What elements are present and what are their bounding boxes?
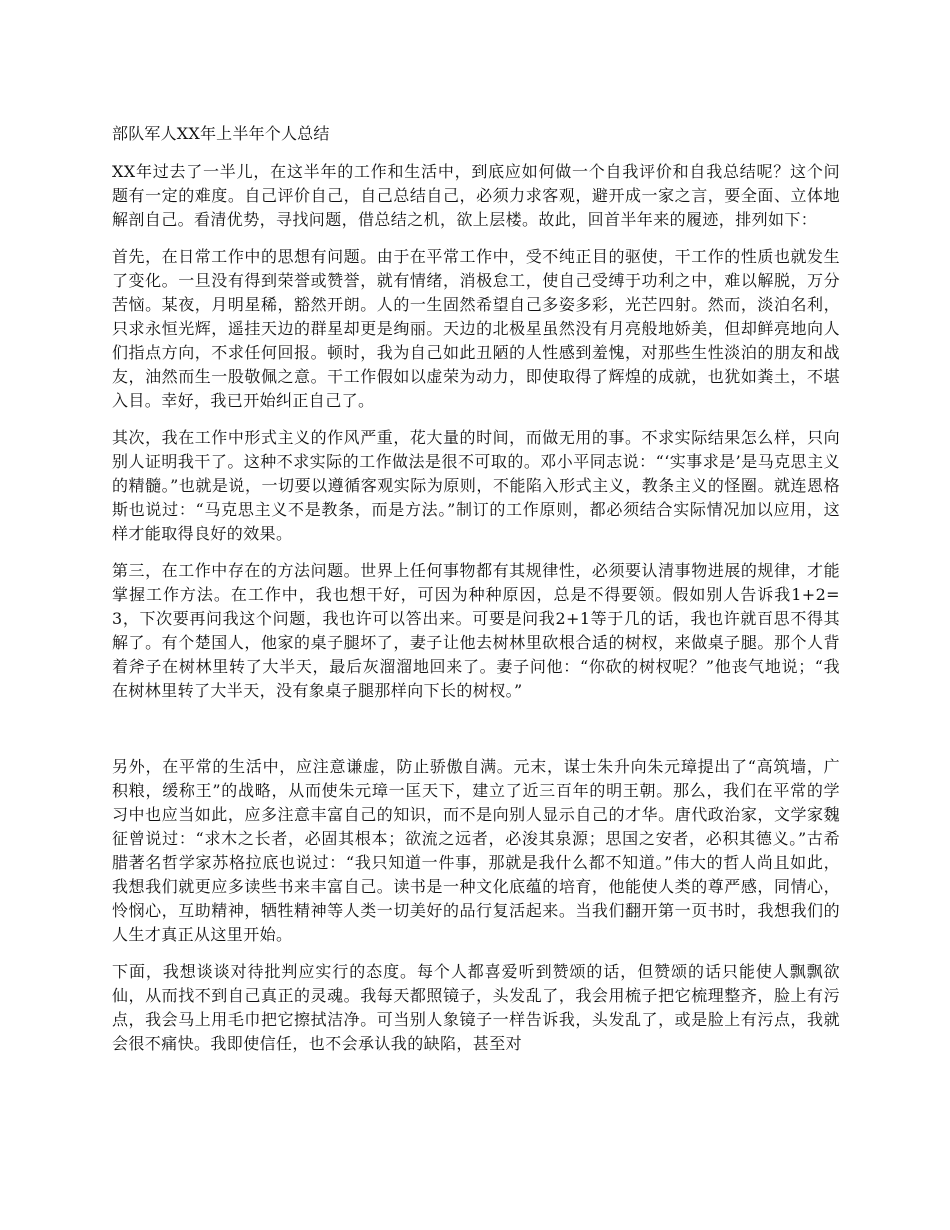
paragraph-additionally: 另外，在平常的生活中，应注意谦虚，防止骄傲自满。元末，谋士朱升向朱元璋提出了“高筑墙，广积粮，缓称王”的战略，从而使朱元璋一匡天下，建立了近三百年的明王朝。那么，我们在平常的学习中也应当如此，应多注意丰富自己的知识，而不是向别人显示自己的才华。唐代政治家，文学家魏征曾说过：“求木之长者，必固其根本；欲流之远者，必浚其泉源；思国之安者，必积其德义。”古希腊著名哲学家苏格拉底也说过：“我只知道一件事，那就是我什么都不知道。”伟大的哲人尚且如此，我想我们就更应多读些书来丰富自己。读书是一种文化底蕴的培育，他能使人类的尊严感，同情心，怜悯心，互助精神，牺牲精神等人类一切美好的品行复活起来。当我们翻开第一页书时，我想我们的人生才真正从这里开始。 <box>112 757 840 944</box>
document-title: 部队军人XX年上半年个人总结 <box>112 124 330 143</box>
paragraph-criticism: 下面，我想谈谈对待批判应实行的态度。每个人都喜爱听到赞颂的话，但赞颂的话只能使人飘飘欲仙，从而找不到自己真正的灵魂。我每天都照镜子，头发乱了，我会用梳子把它梳理整齐，脸上有污点，我会马上用毛巾把它擦拭洁净。可当别人象镜子一样告诉我，头发乱了，或是脸上有污点，我就会很不痛快。我即使信任，也不会承认我的缺陷，甚至对 <box>112 962 840 1053</box>
paragraph-first: 首先，在日常工作中的思想有问题。由于在平常工作中，受不纯正目的驱使，干工作的性质也就发生了变化。一旦没有得到荣誉或赞誉，就有情绪，消极怠工，使自己受缚于功利之中，难以解脱，万分苦恼。某夜，月明星稀，豁然开朗。人的一生固然希望自己多姿多彩，光芒四射。然而，淡泊名利，只求永恒光辉，遥挂天边的群星却更是绚丽。天边的北极星虽然没有月亮般地娇美，但却鲜亮地向人们指点方向，不求任何回报。顿时，我为自己如此丑陋的人性感到羞愧，对那些生性淡泊的朋友和战友，油然而生一股敬佩之意。干工作假如以虚荣为动力，即使取得了辉煌的成就，也犹如粪土，不堪入目。幸好，我已开始纠正自己了。 <box>112 247 840 410</box>
paragraph-intro: XX年过去了一半儿，在这半年的工作和生活中，到底应如何做一个自我评价和自我总结呢？这个问题有一定的难度。自己评价自己，自己总结自己，必须力求客观，避开成一家之言，要全面、立体地解剖自己。看清优势，寻找问题，借总结之机，欲上层楼。故此，回首半年来的履迹，排列如下： <box>112 162 840 229</box>
paragraph-second: 其次，我在工作中形式主义的作风严重，花大量的时间，而做无用的事。不求实际结果怎么样，只向别人证明我干了。这种不求实际的工作做法是很不可取的。邓小平同志说：“‘实事求是’是马克思主义的精髓。”也就是说，一切要以遵循客观实际为原则，不能陷入形式主义，教条主义的怪圈。就连恩格斯也说过：“马克思主义不是教条，而是方法。”制订的工作原则，都必须结合实际情况加以应用，这样才能取得良好的效果。 <box>112 428 840 543</box>
document-body <box>112 122 840 1069</box>
paragraph-third: 第三，在工作中存在的方法问题。世界上任何事物都有其规律性，必须要认清事物进展的规律，才能掌握工作方法。在工作中，我也想干好，可因为种种原因，总是不得要领。假如别人告诉我1+2=3，下次要再问我这个问题，我也许可以答出来。可要是问我2+1等于几的话，我也许就百思不得其解了。有个楚国人，他家的桌子腿坏了，妻子让他去树林里砍根合适的树杈，来做桌子腿。那个人背着斧子在树林里转了大半天，最后灰溜溜地回来了。妻子问他：“你砍的树杈呢？”他丧气地说；“我在树林里转了大半天，没有象桌子腿那样向下长的树杈。” <box>112 561 840 700</box>
